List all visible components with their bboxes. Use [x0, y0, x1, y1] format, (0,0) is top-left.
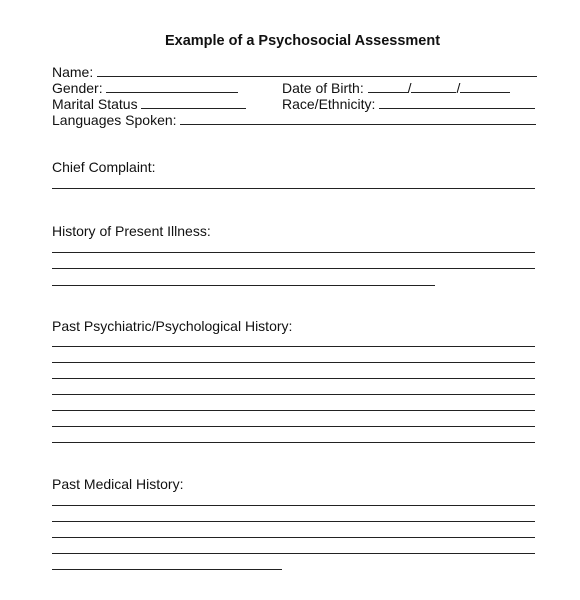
chief-complaint-line[interactable]	[52, 188, 535, 189]
marital-row	[52, 96, 246, 112]
medical-history-line[interactable]	[52, 569, 282, 570]
page-title: Example of a Psychosocial Assessment	[164, 33, 441, 49]
languages-row	[52, 112, 536, 128]
present-illness-label: History of Present Illness:	[52, 223, 211, 239]
dob-day-field[interactable]	[411, 80, 456, 93]
gender-field[interactable]	[106, 80, 238, 93]
chief-complaint-label: Chief Complaint:	[52, 159, 156, 175]
medical-history-label: Past Medical History:	[52, 476, 184, 492]
dob-separator: /	[407, 80, 412, 96]
name-label: Name:	[52, 64, 94, 80]
psychiatric-history-line[interactable]	[52, 410, 535, 411]
medical-history-line[interactable]	[52, 553, 535, 554]
present-illness-line[interactable]	[52, 252, 535, 253]
dob-row	[282, 80, 510, 96]
name-field[interactable]	[97, 64, 537, 77]
psychiatric-history-line[interactable]	[52, 426, 535, 427]
medical-history-line[interactable]	[52, 505, 535, 506]
dob-month-field[interactable]	[368, 80, 408, 93]
race-label: Race/Ethnicity:	[282, 96, 376, 112]
marital-status-field[interactable]	[141, 96, 246, 109]
marital-label: Marital Status	[52, 96, 138, 112]
medical-history-line[interactable]	[52, 537, 535, 538]
psychiatric-history-line[interactable]	[52, 378, 535, 379]
present-illness-line[interactable]	[52, 268, 535, 269]
race-ethnicity-field[interactable]	[379, 96, 535, 109]
present-illness-line[interactable]	[52, 285, 435, 286]
psychiatric-history-line[interactable]	[52, 442, 535, 443]
psychiatric-history-line[interactable]	[52, 346, 535, 347]
dob-separator: /	[456, 80, 461, 96]
dob-year-field[interactable]	[460, 80, 510, 93]
languages-field[interactable]	[180, 112, 536, 125]
languages-label: Languages Spoken:	[52, 112, 177, 128]
psychiatric-history-line[interactable]	[52, 394, 535, 395]
gender-label: Gender:	[52, 80, 103, 96]
race-row	[282, 96, 535, 112]
name-row	[52, 64, 537, 80]
psychiatric-history-label: Past Psychiatric/Psychological History:	[52, 318, 293, 334]
dob-label: Date of Birth:	[282, 80, 364, 96]
gender-row	[52, 80, 238, 96]
medical-history-line[interactable]	[52, 521, 535, 522]
psychiatric-history-line[interactable]	[52, 362, 535, 363]
